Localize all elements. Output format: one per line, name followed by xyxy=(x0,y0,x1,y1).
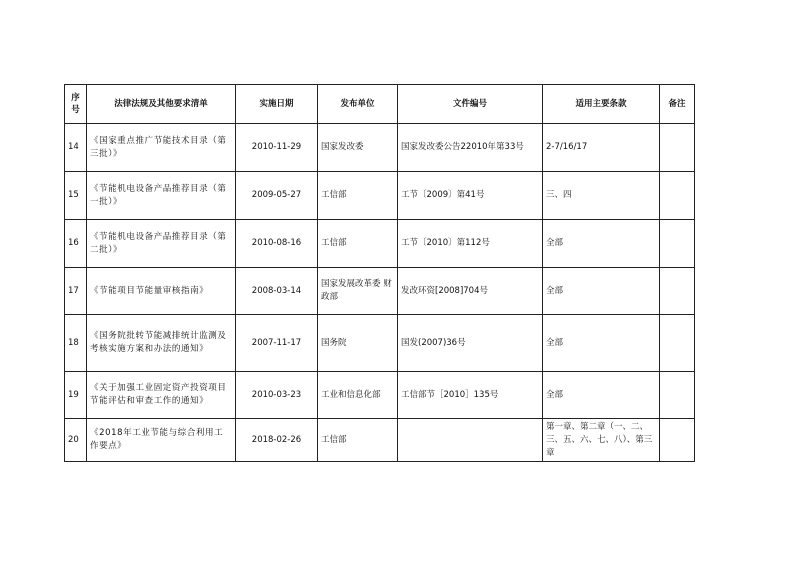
row-doc: 国发(2007)36号 xyxy=(398,315,543,372)
table-row xyxy=(65,172,695,220)
row-doc: 工节〔2009〕第41号 xyxy=(398,172,543,220)
header-row xyxy=(65,85,695,124)
row-unit: 工业和信息化部 xyxy=(318,372,398,419)
row-doc: 工信部节［2010］135号 xyxy=(398,372,543,419)
regulations-table xyxy=(64,84,695,462)
row-note xyxy=(660,268,695,315)
row-articles: 全部 xyxy=(543,315,660,372)
table-row xyxy=(65,124,695,172)
row-articles: 全部 xyxy=(543,220,660,268)
row-doc xyxy=(398,419,543,462)
row-unit: 国务院 xyxy=(318,315,398,372)
row-no: 15 xyxy=(65,172,87,220)
row-note xyxy=(660,419,695,462)
row-unit: 工信部 xyxy=(318,220,398,268)
row-name: 《节能项目节能量审核指南》 xyxy=(87,268,236,315)
header-articles: 适用主要条款 xyxy=(543,85,660,124)
header-date: 实施日期 xyxy=(236,85,318,124)
row-doc: 工节〔2010〕第112号 xyxy=(398,220,543,268)
row-unit: 工信部 xyxy=(318,419,398,462)
row-note xyxy=(660,372,695,419)
row-note xyxy=(660,124,695,172)
row-name: 《2018年工业节能与综合利用工作要点》 xyxy=(87,419,236,462)
row-articles: 全部 xyxy=(543,372,660,419)
row-articles: 2-7/16/17 xyxy=(543,124,660,172)
row-date: 2010-11-29 xyxy=(236,124,318,172)
row-no: 14 xyxy=(65,124,87,172)
header-no-char-2: 号 xyxy=(71,105,80,115)
row-date: 2010-08-16 xyxy=(236,220,318,268)
row-note xyxy=(660,315,695,372)
table-row xyxy=(65,220,695,268)
row-note xyxy=(660,220,695,268)
table-row xyxy=(65,315,695,372)
header-name: 法律法规及其他要求清单 xyxy=(87,85,236,124)
header-note: 备注 xyxy=(660,85,695,124)
row-articles: 三、四 xyxy=(543,172,660,220)
row-unit: 国家发展改革委 财政部 xyxy=(318,268,398,315)
row-name: 《国家重点推广节能技术目录（第三批）》 xyxy=(87,124,236,172)
table-row xyxy=(65,419,695,462)
header-no-char-1: 序 xyxy=(71,93,80,103)
row-doc: 国家发改委公告22010年第33号 xyxy=(398,124,543,172)
header-unit: 发布单位 xyxy=(318,85,398,124)
row-date: 2010-03-23 xyxy=(236,372,318,419)
row-name: 《节能机电设备产品推荐目录（第一批）》 xyxy=(87,172,236,220)
row-no: 17 xyxy=(65,268,87,315)
row-name: 《节能机电设备产品推荐目录（第二批）》 xyxy=(87,220,236,268)
row-unit: 工信部 xyxy=(318,172,398,220)
header-no xyxy=(65,85,87,124)
row-doc: 发改环资[2008]704号 xyxy=(398,268,543,315)
row-note xyxy=(660,172,695,220)
row-articles: 全部 xyxy=(543,268,660,315)
row-date: 2018-02-26 xyxy=(236,419,318,462)
row-name: 《国务院批转节能减排统计监测及考核实施方案和办法的通知》 xyxy=(87,315,236,372)
row-no: 16 xyxy=(65,220,87,268)
row-date: 2009-05-27 xyxy=(236,172,318,220)
row-no: 20 xyxy=(65,419,87,462)
table-row xyxy=(65,372,695,419)
row-no: 18 xyxy=(65,315,87,372)
row-date: 2008-03-14 xyxy=(236,268,318,315)
row-articles: 第一章、第二章（一、二、三、五、六、七、八）、第三章 xyxy=(543,419,660,462)
row-no: 19 xyxy=(65,372,87,419)
row-unit: 国家发改委 xyxy=(318,124,398,172)
row-date: 2007-11-17 xyxy=(236,315,318,372)
table-row xyxy=(65,268,695,315)
header-doc: 文件编号 xyxy=(398,85,543,124)
row-name: 《关于加强工业固定资产投资项目节能评估和审查工作的通知》 xyxy=(87,372,236,419)
